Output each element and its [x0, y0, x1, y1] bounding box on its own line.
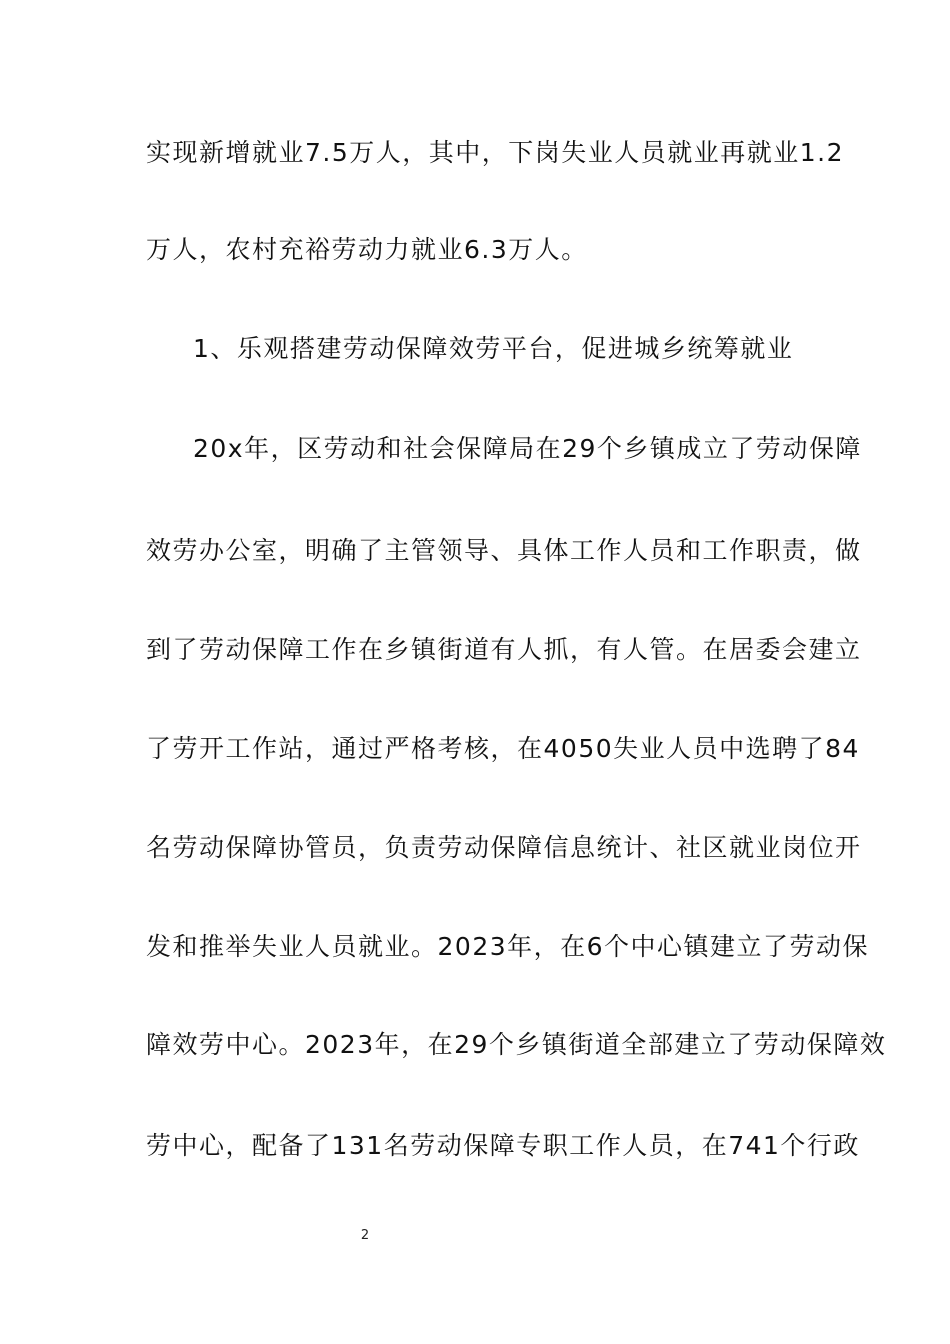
body-text-line-3: 20x年，区劳动和社会保障局在29个乡镇成立了劳动保障 — [193, 434, 862, 463]
body-text-line-4: 效劳办公室，明确了主管领导、具体工作人员和工作职责，做 — [146, 536, 862, 565]
section-heading: 1、乐观搭建劳动保障效劳平台，促进城乡统筹就业 — [193, 334, 794, 363]
body-text-line-1: 实现新增就业7.5万人，其中，下岗失业人员就业再就业1.2 — [146, 138, 845, 167]
body-text-line-8: 发和推举失业人员就业。2023年，在6个中心镇建立了劳动保 — [146, 932, 870, 961]
body-text-line-2: 万人，农村充裕劳动力就业6.3万人。 — [146, 235, 588, 264]
body-text-line-9: 障效劳中心。2023年，在29个乡镇街道全部建立了劳动保障效 — [146, 1030, 887, 1059]
page-number: 2 — [360, 1228, 370, 1243]
body-text-line-5: 到了劳动保障工作在乡镇街道有人抓，有人管。在居委会建立 — [146, 635, 862, 664]
body-text-line-6: 了劳开工作站，通过严格考核，在4050失业人员中选聘了84 — [146, 734, 860, 763]
body-text-line-10: 劳中心，配备了131名劳动保障专职工作人员，在741个行政 — [146, 1131, 860, 1160]
body-text-line-7: 名劳动保障协管员，负责劳动保障信息统计、社区就业岗位开 — [146, 833, 862, 862]
